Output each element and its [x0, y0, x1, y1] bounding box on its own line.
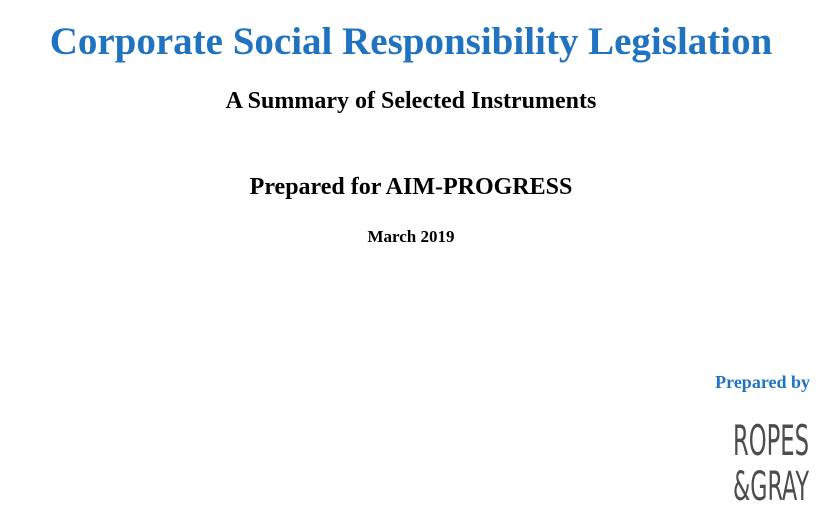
document-subtitle: A Summary of Selected Instruments — [225, 88, 597, 114]
document-date: March 2019 — [367, 227, 455, 246]
logo-line-2: &GRAY — [733, 464, 810, 506]
prepared-for-line: Prepared for AIM-PROGRESS — [249, 174, 573, 200]
ropes-gray-logo-graphic — [731, 408, 811, 506]
ropes-gray-logo — [731, 408, 811, 506]
prepared-by-label: Prepared by — [715, 372, 810, 392]
document-title: Corporate Social Responsibility Legislation — [49, 20, 773, 63]
logo-line-1: ROPES — [733, 416, 809, 466]
